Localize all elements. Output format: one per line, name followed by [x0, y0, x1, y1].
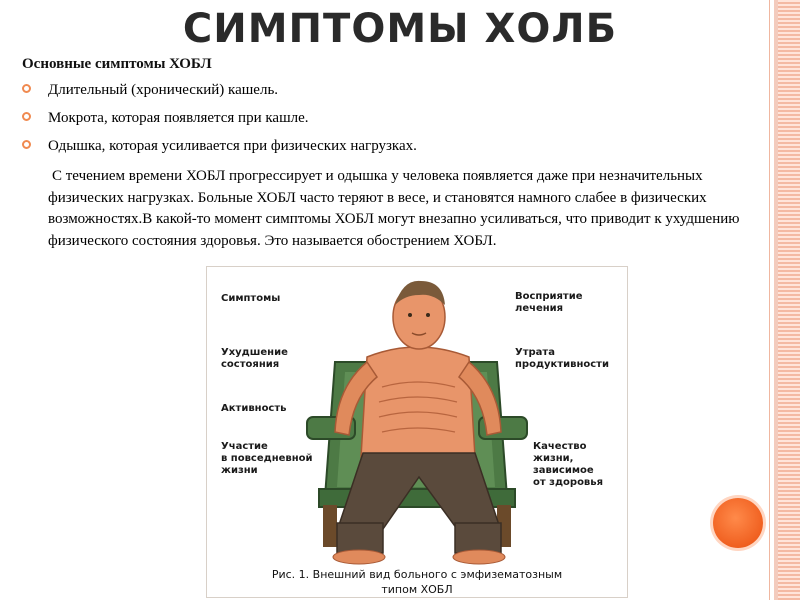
right-decorative-border — [778, 0, 800, 600]
label-symptoms: Симптомы — [221, 293, 281, 304]
bullet-circle-icon — [22, 112, 31, 121]
bullet-text: Одышка, которая усиливается при физических нагрузках. — [48, 138, 417, 154]
label-productivity-loss: Утрата продуктивности — [515, 347, 609, 370]
body-paragraph: С течением времени ХОБЛ прогрессирует и одышка у человека появляется даже при незначительных физических нагрузках. Больные ХОБЛ часто теряют в весе, и становятся намного слабее в физических возможностях.В какой-то момент симптомы ХОБЛ могут внезапно усиливаться, что приводит к ухудшению физического состояния здоровья. Это называется обострением ХОБЛ. — [48, 168, 740, 249]
orange-circle-decoration — [713, 498, 763, 548]
bullet-circle-icon — [22, 140, 31, 149]
figure-caption: Рис. 1. Внешний вид больного с эмфизематозным типом ХОБЛ — [271, 568, 563, 596]
bullet-item — [22, 80, 417, 108]
label-treatment-perception: Восприятие лечения — [515, 291, 583, 314]
bullet-item — [22, 136, 417, 164]
bullet-text: Мокрота, которая появляется при кашле. — [48, 110, 309, 126]
label-quality-of-life: Качество жизни, зависимое от здоровья — [533, 441, 604, 488]
bullet-item — [22, 108, 417, 136]
right-rule — [769, 0, 770, 600]
label-deterioration: Ухудшение состояния — [221, 347, 288, 370]
subheading: Основные симптомы ХОБЛ — [22, 56, 212, 72]
label-daily-life: Участие в повседневной жизни — [221, 441, 313, 476]
bullet-circle-icon — [22, 84, 31, 93]
patient-figure — [206, 266, 628, 598]
bullet-list — [22, 80, 417, 164]
slide-title: СИМПТОМЫ ХОЛБ — [182, 6, 618, 52]
bullet-text: Длительный (хронический) кашель. — [48, 82, 279, 98]
label-activity: Активность — [221, 403, 287, 414]
